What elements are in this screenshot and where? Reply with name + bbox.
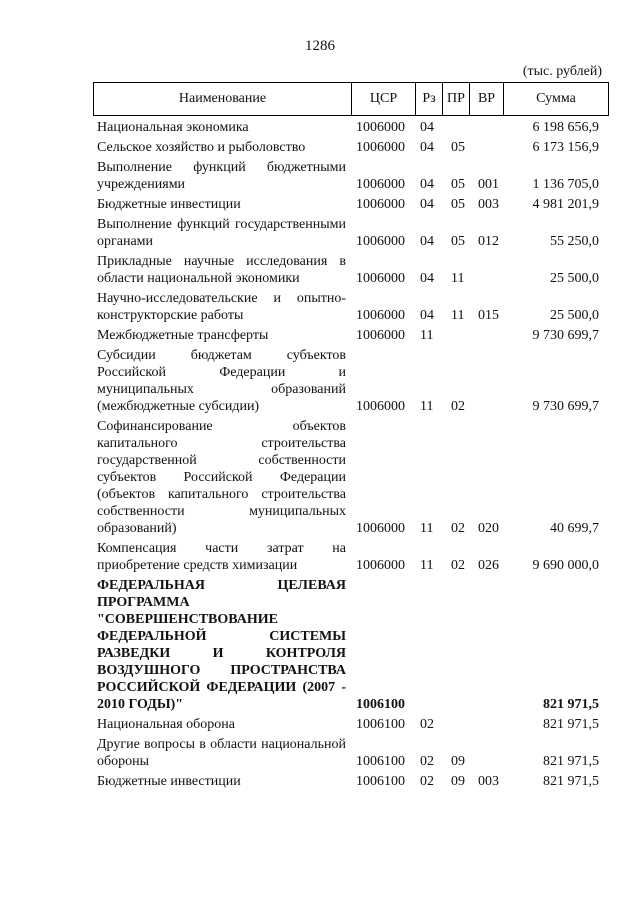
table-row (0, 773, 640, 790)
row-name: ФЕДЕРАЛЬНАЯ ЦЕЛЕВАЯ ПРОГРАММА "СОВЕРШЕНСТВОВАНИЕ ФЕДЕРАЛЬНОЙ СИСТЕМЫ РАЗВЕДКИ И КОНТРОЛЯ ВОЗДУШНОГО ПРОСТРАНСТВА РОССИЙСКОЙ ФЕДЕРАЦИИ (2007 - 2010 ГОДЫ)" (97, 578, 346, 712)
row-csr: 1006000 (356, 308, 405, 323)
row-csr: 1006100 (356, 754, 405, 769)
row-sum: 6 198 656,9 (532, 120, 599, 135)
row-sum: 821 971,5 (543, 697, 599, 712)
row-sum: 25 500,0 (550, 271, 599, 286)
row-sum: 9 730 699,7 (532, 399, 599, 414)
row-pr: 02 (451, 521, 465, 536)
column-header-vr: ВР (469, 83, 503, 115)
row-sum: 55 250,0 (550, 234, 599, 249)
row-csr: 1006000 (356, 234, 405, 249)
row-csr: 1006000 (356, 177, 405, 192)
row-name: Прикладные научные исследования в области национальной экономики (97, 254, 346, 286)
row-name: Научно-исследовательские и опытно-конструкторские работы (97, 291, 346, 323)
row-pr: 02 (451, 558, 465, 573)
row-sum: 40 699,7 (550, 521, 599, 536)
row-vr: 003 (478, 774, 499, 789)
units-label: (тыс. рублей) (522, 64, 602, 79)
row-pr: 11 (451, 271, 465, 286)
row-pr: 05 (451, 140, 465, 155)
row-csr: 1006000 (356, 328, 405, 343)
table-row (0, 327, 640, 344)
row-rz: 04 (420, 140, 434, 155)
row-name: Субсидии бюджетам субъектов Российской Федерации и муниципальных образований (межбюджетные субсидии) (97, 348, 346, 414)
row-pr: 05 (451, 197, 465, 212)
row-name: Бюджетные инвестиции (97, 197, 241, 212)
row-csr: 1006000 (356, 120, 405, 135)
row-sum: 821 971,5 (543, 717, 599, 732)
row-pr: 11 (451, 308, 465, 323)
row-rz: 04 (420, 197, 434, 212)
row-pr: 05 (451, 234, 465, 249)
table-body (0, 119, 640, 793)
table-row (0, 139, 640, 156)
table-row (0, 159, 640, 193)
row-csr: 1006000 (356, 558, 405, 573)
row-rz: 11 (420, 521, 434, 536)
row-rz: 11 (420, 558, 434, 573)
row-pr: 02 (451, 399, 465, 414)
row-name: Выполнение функций государственными органами (97, 217, 346, 249)
row-csr: 1006100 (356, 697, 405, 712)
table-row (0, 418, 640, 537)
row-name: Межбюджетные трансферты (97, 328, 269, 343)
table-row (0, 290, 640, 324)
row-csr: 1006000 (356, 399, 405, 414)
row-rz: 04 (420, 308, 434, 323)
column-header-name: Наименование (178, 91, 267, 106)
table-row (0, 540, 640, 574)
row-sum: 6 173 156,9 (532, 140, 599, 155)
row-sum: 9 730 699,7 (532, 328, 599, 343)
row-rz: 04 (420, 271, 434, 286)
page-number: 1286 (305, 38, 335, 54)
column-header-pr: ПР (442, 83, 469, 115)
row-name: Компенсация части затрат на приобретение средств химизации (97, 541, 346, 573)
table-row (0, 119, 640, 136)
column-header-sum: Сумма (503, 83, 608, 115)
row-name: Бюджетные инвестиции (97, 774, 241, 789)
row-rz: 11 (420, 328, 434, 343)
row-rz: 04 (420, 120, 434, 135)
table-header (93, 82, 609, 116)
row-sum: 9 690 000,0 (532, 558, 599, 573)
row-sum: 25 500,0 (550, 308, 599, 323)
row-csr: 1006100 (356, 774, 405, 789)
row-vr: 003 (478, 197, 499, 212)
column-header-rz: Рз (415, 83, 442, 115)
row-name: Софинансирование объектов капитального строительства государственной собственности субъектов Российской Федерации (объектов капитального строительства собственности муниципальных образований) (97, 419, 346, 536)
table-row (0, 577, 640, 713)
row-name: Другие вопросы в области национальной обороны (97, 737, 346, 769)
row-rz: 04 (420, 234, 434, 249)
row-sum: 821 971,5 (543, 774, 599, 789)
table-row (0, 196, 640, 213)
table-row (0, 216, 640, 250)
row-vr: 020 (478, 521, 499, 536)
row-csr: 1006000 (356, 521, 405, 536)
row-vr: 001 (478, 177, 499, 192)
table-row (0, 736, 640, 770)
row-pr: 09 (451, 754, 465, 769)
row-pr: 05 (451, 177, 465, 192)
row-rz: 04 (420, 177, 434, 192)
row-sum: 1 136 705,0 (532, 177, 599, 192)
row-csr: 1006000 (356, 140, 405, 155)
row-vr: 026 (478, 558, 499, 573)
row-rz: 02 (420, 774, 434, 789)
row-csr: 1006000 (356, 197, 405, 212)
row-name: Выполнение функций бюджетными учреждениями (97, 160, 346, 192)
row-vr: 012 (478, 234, 499, 249)
row-name: Сельское хозяйство и рыболовство (97, 140, 306, 155)
row-pr: 09 (451, 774, 465, 789)
table-row (0, 253, 640, 287)
row-rz: 02 (420, 754, 434, 769)
row-rz: 02 (420, 717, 434, 732)
table-row (0, 347, 640, 415)
row-vr: 015 (478, 308, 499, 323)
row-sum: 4 981 201,9 (532, 197, 599, 212)
row-name: Национальная оборона (97, 717, 235, 732)
row-sum: 821 971,5 (543, 754, 599, 769)
row-rz: 11 (420, 399, 434, 414)
row-name: Национальная экономика (97, 120, 249, 135)
row-csr: 1006000 (356, 271, 405, 286)
table-row (0, 716, 640, 733)
column-header-csr: ЦСР (351, 83, 415, 115)
row-csr: 1006100 (356, 717, 405, 732)
